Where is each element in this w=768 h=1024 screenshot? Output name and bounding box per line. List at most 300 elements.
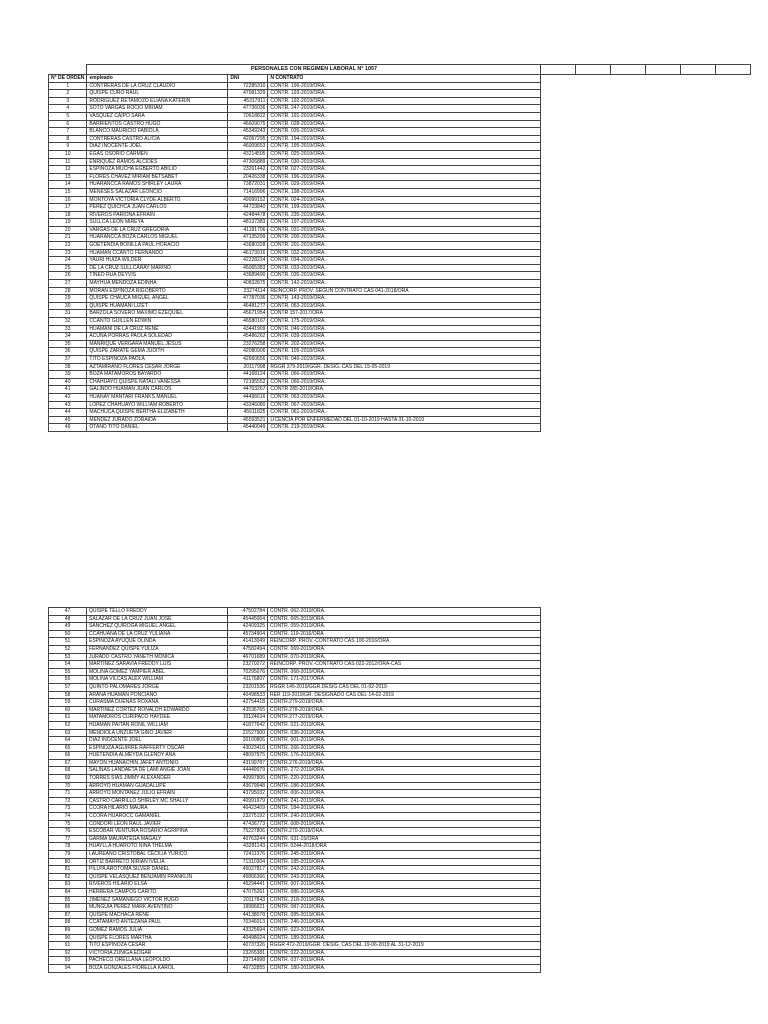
contract: CONTR.277-2019/ORA. [268,714,541,722]
employee-name: DE LA CRUZ SULLCARAY MARINO [87,264,228,272]
contract: CONTR. 061-2019/ORA. [268,409,541,417]
employee-name: RIVEROS HILARIO ELSA [87,881,228,889]
order-number: 70 [49,782,87,790]
table-row [49,128,541,136]
order-number: 34 [49,333,87,341]
contract: CONTR. 171-2017/ORA [268,676,541,684]
dni: 43281143 [228,843,268,851]
employee-name: QUISPE FLORES MARTHA [87,934,228,942]
contract: CONTR. 069-2019/ORA. [268,645,541,653]
order-number: 87 [49,911,87,919]
order-number: 21 [49,234,87,242]
order-number: 46 [49,424,87,432]
dni: 10124634 [228,714,268,722]
contract: CONTR. 032-2019/ORA. [268,249,541,257]
order-number: 58 [49,691,87,699]
table-row [49,828,541,836]
dni: 44449079 [228,767,268,775]
contract: CONTR. 189-2019/ORA. [268,934,541,942]
order-number: 31 [49,310,87,318]
dni: 40763244 [228,835,268,843]
dni: 45317911 [228,97,268,105]
table-row [49,211,541,219]
dni: 45440049 [228,424,268,432]
contract: CONTR. 201-2019/ORA. [268,242,541,250]
contract: CONTR. 198-2019/ORA. [268,188,541,196]
dni: 43680328 [228,242,268,250]
table-row [49,904,541,912]
contract: CONTR. 007-2019/ORA. [268,881,541,889]
order-number: 84 [49,888,87,896]
employee-name: QUISPE HUAMANI LIZET [87,302,228,310]
header-row [49,75,541,83]
title-row [49,65,541,75]
dni: 40737326 [228,942,268,950]
dni: 45866366 [228,873,268,881]
order-number: 47 [49,608,87,616]
order-number: 89 [49,926,87,934]
dni: 47436773 [228,820,268,828]
order-number: 79 [49,851,87,859]
order-number: 35 [49,340,87,348]
order-number: 41 [49,386,87,394]
employee-name: MANRIQUE VERGARA MANUEL JESUS [87,340,228,348]
order-number: 36 [49,348,87,356]
employee-name: MENDIOLA UNZUETA GINO JAVIER [87,729,228,737]
contract: CONTR. 197-2019/ORA. [268,219,541,227]
table-row [49,378,541,386]
employee-name: TORRES SIAS JIMMY ALEXANDER [87,775,228,783]
table-row [49,196,541,204]
contract: CONTR. 059-2019/ORA. [268,623,541,631]
dni: 23265381 [228,949,268,957]
employee-name: CHAHUAYO QUISPE NATALI VANESSA [87,378,228,386]
dni: 23201536 [228,683,268,691]
employee-name: BARRIENTOS CASTRO HUGO [87,120,228,128]
contract: CONTR. 186-2019/ORA. [268,782,541,790]
employee-name: ESPINOZA AGUIRRE RAFFERTY OSCAR [87,744,228,752]
dni: 42057295 [228,135,268,143]
order-number: 66 [49,752,87,760]
employee-name: HUARANCCA BOZA CARLOS MIGUEL [87,234,228,242]
dni: 45671954 [228,310,268,318]
table-row [49,926,541,934]
dni: 44723840 [228,204,268,212]
employee-name: ARANA HUAMAN PONCIANO [87,691,228,699]
employee-name: DIAZ INOCENTE JOEL [87,737,228,745]
table-row [49,234,541,242]
contract: CONTR. 185-2019/ORA. [268,858,541,866]
order-number: 15 [49,188,87,196]
employee-name: CASTRO CARRILLO SHIRLEY MC SHALLY [87,797,228,805]
contract: CONTR. 242-2019/ORA. [268,866,541,874]
employee-name: MARTINEZ CORTEZ RONALDH EDWARDO [87,706,228,714]
contract: CONTR. 087-2019/ORA. [268,904,541,912]
table-row [49,737,541,745]
order-number: 13 [49,173,87,181]
dni: 48137383 [228,219,268,227]
employee-name: GARMA MAURATEGA MAGALY [87,835,228,843]
contract: CONTR. 247-2019/ORA. [268,105,541,113]
header-employee: empleado [87,75,228,83]
dni: 46423409 [228,805,268,813]
contract: CONTR. 119-2016/ORA [268,630,541,638]
table-row [49,287,541,295]
order-number: 24 [49,257,87,265]
dni: 42754418 [228,699,268,707]
dni: 41191706 [228,226,268,234]
contract: CONTR. 193-2019/ORA. [268,90,541,98]
table-row [49,661,541,669]
employee-name: CCAHUANA DE LA CRUZ YULIANA [87,630,228,638]
table-row [49,964,541,972]
order-number: 85 [49,896,87,904]
contract: CONTR. 034-2019/ORA. [268,257,541,265]
order-number: 54 [49,661,87,669]
order-number: 53 [49,653,87,661]
table-row [49,744,541,752]
contract: CONTR. 176-2019/ORA. [268,752,541,760]
order-number: 33 [49,325,87,333]
dni: 46481277 [228,302,268,310]
contract: CONTR. 031-15/ORA [268,835,541,843]
order-number: 73 [49,805,87,813]
employee-name: TINEO RUA DEYVIS [87,272,228,280]
employee-name: BARZOLA SOVERO MAXIMO EZEQUIEL [87,310,228,318]
order-number: 91 [49,942,87,950]
table-row [49,105,541,113]
contract: RGGR 472-2019/GGR. DESIG. CAS DEL 19-06-2019 AL 31-12-2019 [268,942,541,950]
contract: LICENCIA POR ENFERMEDAD DEL 01-10-2019 HASTA 31-10-2019 [268,416,541,424]
employee-name: QUISPE CURO RAUL [87,90,228,98]
contract: CONTR. 143-2019/ORA. [268,295,541,303]
table-row [49,714,541,722]
employee-name: RODRIGUEZ RETAMOZO ELIANA KATERIN [87,97,228,105]
contract: CONTR. 040-2019/ORA. [268,355,541,363]
dni: 43689490 [228,272,268,280]
employee-name: YAURI HUIZA WILDER [87,257,228,265]
order-number: 43 [49,401,87,409]
table-row [49,340,541,348]
dni: 43795032 [228,790,268,798]
employee-name: VASQUEZ CAIPO SARA [87,112,228,120]
order-number: 7 [49,128,87,136]
table-row [49,401,541,409]
order-number: 42 [49,393,87,401]
dni: 45445064 [228,615,268,623]
order-number: 90 [49,934,87,942]
table-row [49,873,541,881]
order-number: 2 [49,90,87,98]
employee-name: MOLINA VILCAS ALEX WILLIAM [87,676,228,684]
dni: 70346013 [228,919,268,927]
dni: 47502784 [228,608,268,616]
dni: 71310304 [228,858,268,866]
contract: CONTR. 220-2019/ORA. [268,775,541,783]
contract: CONTR. 068-2019/ORA. [268,668,541,676]
dni: 41176807 [228,676,268,684]
table-row [49,782,541,790]
contract: REINCORP. PROV. SEGUN CONTRATO CAS 041-2018/ORA [268,287,541,295]
table-row [49,173,541,181]
order-number: 83 [49,881,87,889]
contract: CONTR. 191-2019/ORA. [268,112,541,120]
order-number: 9 [49,143,87,151]
dni: 23270272 [228,661,268,669]
order-number: 68 [49,767,87,775]
table-row [49,949,541,957]
dni: 71416996 [228,188,268,196]
order-number: 14 [49,181,87,189]
employee-name: PEREZ QUICHCA JUAN CARLOS [87,204,228,212]
order-number: 23 [49,249,87,257]
table-row [49,691,541,699]
contract: CONTR. 070-2019/ORA. [268,653,541,661]
table-row [49,851,541,859]
contract: CONTR. 046-2016/ORA. [268,325,541,333]
employee-name: ESPINOZA MUCHA EGBERTO ABILIO [87,166,228,174]
table-title: PERSONALES CON REGIMEN LABORAL N° 1057 [87,65,541,75]
contract: CONTR.279-2019/ORA. [268,699,541,707]
contract: CONTR. 184-2019/ORA. [268,805,541,813]
order-number: 77 [49,835,87,843]
employee-name: TITO ESPINOZA PAOLA [87,355,228,363]
dni: 45593521 [228,416,268,424]
table-row [49,729,541,737]
dni: 47306889 [228,158,268,166]
order-number: 40 [49,378,87,386]
dni: 43441909 [228,325,268,333]
order-number: 81 [49,866,87,874]
dni: 42409325 [228,623,268,631]
dni: 41413049 [228,638,268,646]
contract: CONTR. 243-2019/ORA. [268,873,541,881]
order-number: 52 [49,645,87,653]
table-row [49,219,541,227]
header-contract: N CONTRATO [268,75,541,83]
order-number: 19 [49,219,87,227]
contract: CONTR. 142-2019/ORA. [268,280,541,288]
table-row [49,424,541,432]
employee-name: CONDORI LEON RAUL JAVIER [87,820,228,828]
dni: 41877642 [228,721,268,729]
employee-name: MAYON HUANACHIN JAFET ANTONIO [87,759,228,767]
employee-name: HUAMAN PAITAN RONIL WILLIAM [87,721,228,729]
contract: CONTR. 008-2019/ORA. [268,820,541,828]
contract: RGGR 379-2019/GGR. DESIG. CAS DEL 15-05-2019 [268,363,541,371]
contract: CONTR. 266-2019/ORA. [268,744,541,752]
table-row [49,615,541,623]
order-number: 75 [49,820,87,828]
order-number: 72 [49,797,87,805]
employee-name: QUISPE MACHACA RENE [87,911,228,919]
table-row [49,143,541,151]
table-row [49,280,541,288]
contract: CONTR. 026-2019/ORA. [268,128,541,136]
order-number: 6 [49,120,87,128]
contract: CONTR. 180-2019/ORA. [268,964,541,972]
dni: 19986621 [228,904,268,912]
table-row [49,645,541,653]
table-row [49,416,541,424]
order-number: 4 [49,105,87,113]
contract: CONTR. 066-2019/ORA. [268,371,541,379]
employee-name: HUARANCCA RAMOS SHIRLEY LAURA [87,181,228,189]
dni: 73872031 [228,181,268,189]
table-row [49,409,541,417]
dni: 23261442 [228,166,268,174]
contract: CONTR. 240-2019/ORA. [268,813,541,821]
contract: CONTR. 025-2019/ORA. [268,150,541,158]
contract: CONTR. 086-2019/ORA. [268,888,541,896]
employee-name: MORAN ESPINOZA RIGOBERTO [87,287,228,295]
order-number: 61 [49,714,87,722]
employee-name: HUANAY MANTARI FRANKS MANUEL [87,393,228,401]
table-row [49,759,541,767]
employee-name: MAYHUA MENDOZA EDINHA [87,280,228,288]
contract: CONTR. 028-2019/ORA. [268,120,541,128]
contract: RER 119-2019/GR. DESIGNADO CAS DEL 14-02-2019 [268,691,541,699]
order-number: 93 [49,957,87,965]
dni: 47736036 [228,105,268,113]
table-row [49,858,541,866]
order-number: 48 [49,615,87,623]
table-row [49,835,541,843]
table-row [49,355,541,363]
dni: 45065383 [228,264,268,272]
employee-name: CCANTO GUILLEN EDWIN [87,318,228,326]
order-number: 45 [49,416,87,424]
order-number: 55 [49,668,87,676]
dni: 48097975 [228,752,268,760]
contract: CONTR. 175-2019/ORA. [268,318,541,326]
employee-name: ENRIQUEZ RAMOS ALCIDES [87,158,228,166]
dni: 20117843 [228,896,268,904]
contract: CONTR.276-2019/ORA. [268,759,541,767]
order-number: 17 [49,204,87,212]
dni: 70295076 [228,668,268,676]
order-number: 18 [49,211,87,219]
contract: CONTR. 218-2019/ORA. [268,896,541,904]
employee-name: OTAÑO TITO DANIEL [87,424,228,432]
contract: CONTR. 033-2019/ORA. [268,264,541,272]
table-row [49,348,541,356]
employee-name: PILLPA AROTOMA SILVER DANIEL [87,866,228,874]
order-number: 64 [49,737,87,745]
employee-name: MENESES SALAZAR LEONCIO [87,188,228,196]
employee-name: FLORES CHAVEZ MIRIAM BETSABET [87,173,228,181]
order-number: 86 [49,904,87,912]
table-row [49,653,541,661]
order-number: 39 [49,371,87,379]
table-row [49,181,541,189]
table-row [49,820,541,828]
employee-name: LOPEZ CHAHUAYO WILLIAM ROBERTO [87,401,228,409]
header-dni: DNI [228,75,268,83]
employee-name: DIAZ INOCENTE JOEL [87,143,228,151]
contract: CONTR. 022-2019/ORA. [268,949,541,957]
dni: 23714998 [228,957,268,965]
dni: 43679948 [228,782,268,790]
employee-name: MOLINA GOMEZ YAMPIER ABEL [87,668,228,676]
dni: 23275192 [228,813,268,821]
dni: 43199787 [228,759,268,767]
employee-name: ESCOBAR VENTURA ROSARIO AGRIPINA [87,828,228,836]
dni: 72285310 [228,82,268,90]
table-row [49,204,541,212]
employee-name: CCORA HILARIO MAURA [87,805,228,813]
contract: REINCORP. PROV.-CONTRATO CAS 022-2012/ORA-CAS [268,661,541,669]
dni: 46701689 [228,653,268,661]
order-number: 62 [49,721,87,729]
table-row [49,911,541,919]
table-row [49,721,541,729]
order-number: 51 [49,638,87,646]
contract: CONTR. 067-2019/ORA. [268,401,541,409]
employee-name: GOETENDIA BONILLA PAUL HORACIO [87,242,228,250]
table-row [49,919,541,927]
contract: CONTR. 035-2019/ORA. [268,272,541,280]
contract: CONTR. 037-2019/ORA. [268,957,541,965]
table-row [49,957,541,965]
dni: 43325694 [228,926,268,934]
table-row [49,158,541,166]
order-number: 69 [49,775,87,783]
order-number: 44 [49,409,87,417]
dni: 20426338 [228,173,268,181]
table-row [49,264,541,272]
dni: 47075261 [228,888,268,896]
order-number: 94 [49,964,87,972]
employee-name: RIVEROS PARIONA EFRAIN [87,211,228,219]
table-row [49,623,541,631]
order-number: 71 [49,790,87,798]
employee-name: ARROYO MONTAÑEZ JULIO EFRAIN [87,790,228,798]
table-row [49,363,541,371]
table-row [49,896,541,904]
contract: REINCORP. PROV.-CONTRATO CAS 100-2016/ORA [268,638,541,646]
employee-name: ESPINOZA AYUQUE OLINDA [87,638,228,646]
dni: 45349243 [228,128,268,136]
employee-name: HUAYLLA HUAROTO NINA THELMA [87,843,228,851]
dni: 44496616 [228,393,268,401]
employee-name: PACHECO ORELLANA LEOPOLDO [87,957,228,965]
order-number: 76 [49,828,87,836]
order-number: 16 [49,196,87,204]
employee-name: SOTO VARGAS ROCIO MIRIAM [87,105,228,113]
table-row [49,82,541,90]
order-number: 65 [49,744,87,752]
dni: 46609075 [228,120,268,128]
employee-name: CONTRERAS CASTRO ALICIA [87,135,228,143]
table-row [49,706,541,714]
employee-name: CCATAMAYO ANTEZANA PAUL [87,919,228,927]
employee-name: BLANCO MAURICIO FABIOLA [87,128,228,136]
contract: CONTR. 024-2019/ORA. [268,196,541,204]
contract: CONTR. 036-2019/ORA. [268,729,541,737]
contract: CONTR. 029-2019/ORA. [268,181,541,189]
empty-extra-columns [540,64,751,75]
table-row [49,150,541,158]
order-number: 32 [49,318,87,326]
employee-name: HUAMANI DE LA CRUZ RENE [87,325,228,333]
dni: 45611825 [228,409,268,417]
table-row [49,120,541,128]
employee-name: AZTAMIRANO FLORES CESAR JORGE [87,363,228,371]
contract: CONTR. 196-2019/ORA. [268,173,541,181]
table-row [49,333,541,341]
table-row [49,295,541,303]
